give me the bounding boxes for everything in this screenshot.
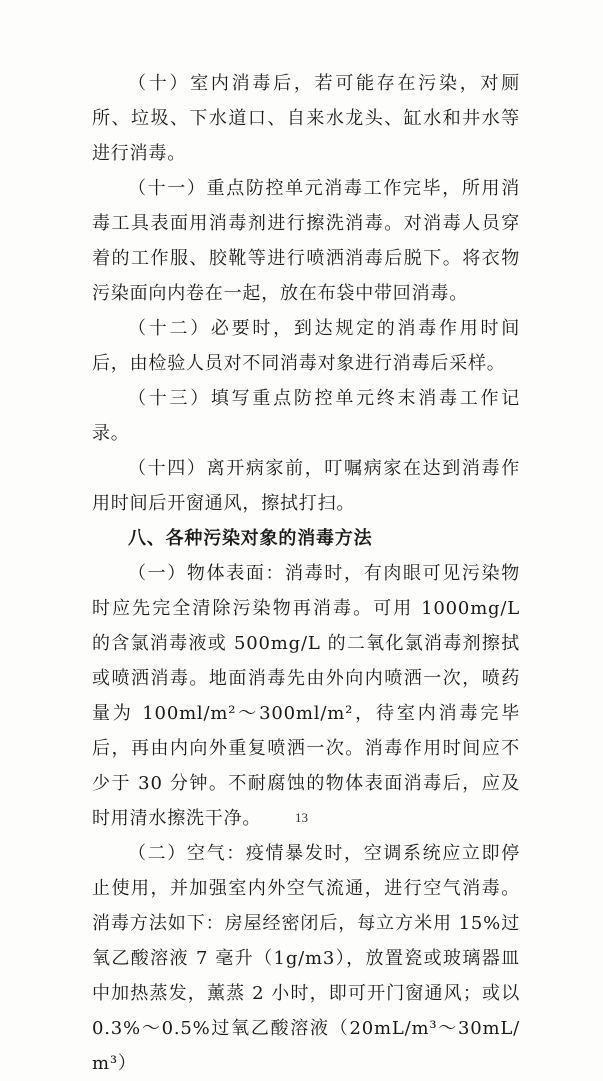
page-number: 13: [295, 810, 308, 825]
document-body: [92, 66, 520, 1081]
paragraph-item-10: （十）室内消毒后，若可能存在污染，对厕所、垃圾、下水道口、自来水龙头、缸水和井水等进行消毒。: [92, 73, 520, 164]
paragraph-item-14: （十四）离开病家前，叮嘱病家在达到消毒作用时间后开窗通风，擦拭打扫。: [92, 458, 520, 514]
section-heading: 八、各种污染对象的消毒方法: [128, 528, 373, 549]
paragraph-air-disinfection: （二）空气：疫情暴发时，空调系统应立即停止使用，并加强室内外空气流通，进行空气消毒。消毒方法如下：房屋经密闭后，每立方米用 15%过氧乙酸溶液 7 毫升（1g/m3），放置瓷或玻璃器皿中加热蒸发，薰蒸 2 小时，即可开门窗通风；或以 0.3%～0.5%过氧乙酸溶液（20mL/m³～30mL/m³）: [92, 843, 520, 1074]
paragraph-surface-disinfection: （一）物体表面：消毒时，有肉眼可见污染物时应先完全清除污染物再消毒。可用 1000mg/L 的含氯消毒液或 500mg/L 的二氧化氯消毒剂擦拭或喷洒消毒。地面消毒先由外向内喷洒一次，喷药量为 100ml/m²～300ml/m²，待室内消毒完毕后，再由内向外重复喷洒一次。消毒作用时间应不少于 30 分钟。不耐腐蚀的物体表面消毒后，应及时用清水擦洗干净。: [92, 563, 520, 829]
paragraph-item-11: （十一）重点防控单元消毒工作完毕，所用消毒工具表面用消毒剂进行擦洗消毒。对消毒人员穿着的工作服、胶靴等进行喷洒消毒后脱下。将衣物污染面向内卷在一起，放在布袋中带回消毒。: [92, 178, 520, 304]
paragraph-item-13: （十三）填写重点防控单元终末消毒工作记录。: [92, 388, 520, 444]
paragraph-item-12: （十二）必要时，到达规定的消毒作用时间后，由检验人员对不同消毒对象进行消毒后采样。: [92, 318, 520, 374]
